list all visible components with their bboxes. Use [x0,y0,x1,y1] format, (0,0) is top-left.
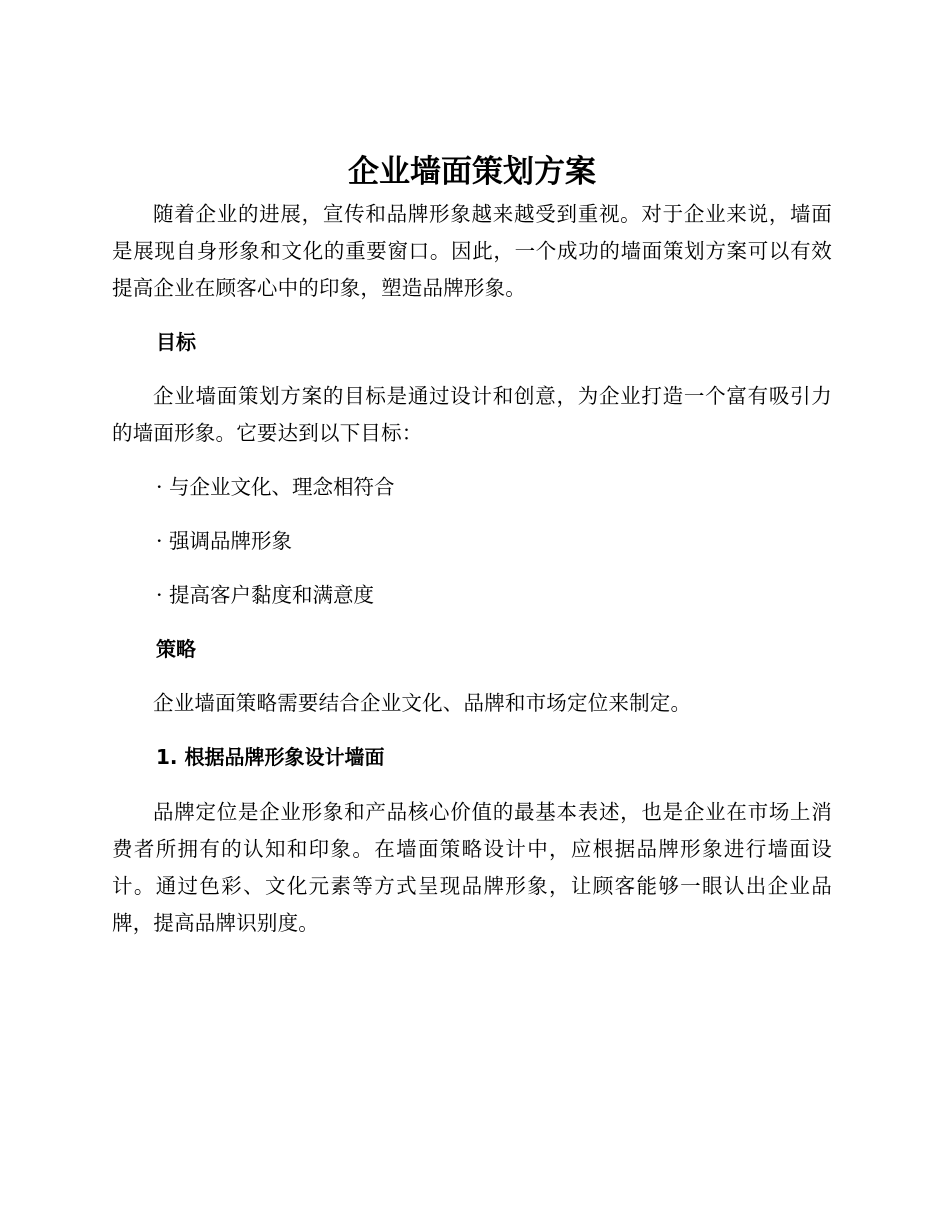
goal-list-item: · 强调品牌形象 [156,529,293,553]
goal-list-item: · 提高客户黏度和满意度 [156,583,375,607]
spacer [112,614,832,631]
spacer [112,560,832,577]
strategy-heading: 策略 [156,637,196,661]
spacer [112,506,832,523]
goal-heading: 目标 [156,330,196,354]
spacer [112,668,832,685]
document-page [112,148,832,942]
strategy-paragraph: 企业墙面策略需要结合企业文化、品牌和市场定位来制定。 [153,691,692,715]
spacer [112,722,832,739]
goal-list-item: · 与企业文化、理念相符合 [156,475,395,499]
section1-heading: 1. 根据品牌形象设计墙面 [156,745,385,769]
spacer [112,452,832,469]
goal-paragraph: 企业墙面策划方案的目标是通过设计和创意，为企业打造一个富有吸引力的墙面形象。它要达到以下目标： [112,384,832,445]
intro-paragraph: 随着企业的进展，宣传和品牌形象越来越受到重视。对于企业来说，墙面是展现自身形象和文化的重要窗口。因此，一个成功的墙面策划方案可以有效提高企业在顾客心中的印象，塑造品牌形象。 [112,202,832,300]
spacer [112,307,832,324]
spacer [112,776,832,794]
document-title: 企业墙面策划方案 [348,154,596,190]
section1-paragraph: 品牌定位是企业形象和产品核心价值的最基本表述，也是企业在市场上消费者所拥有的认知和印象。在墙面策略设计中，应根据品牌形象进行墙面设计。通过色彩、文化元素等方式呈现品牌形象，让顾客能够一眼认出企业品牌，提高品牌识别度。 [112,800,832,935]
spacer [112,361,832,378]
